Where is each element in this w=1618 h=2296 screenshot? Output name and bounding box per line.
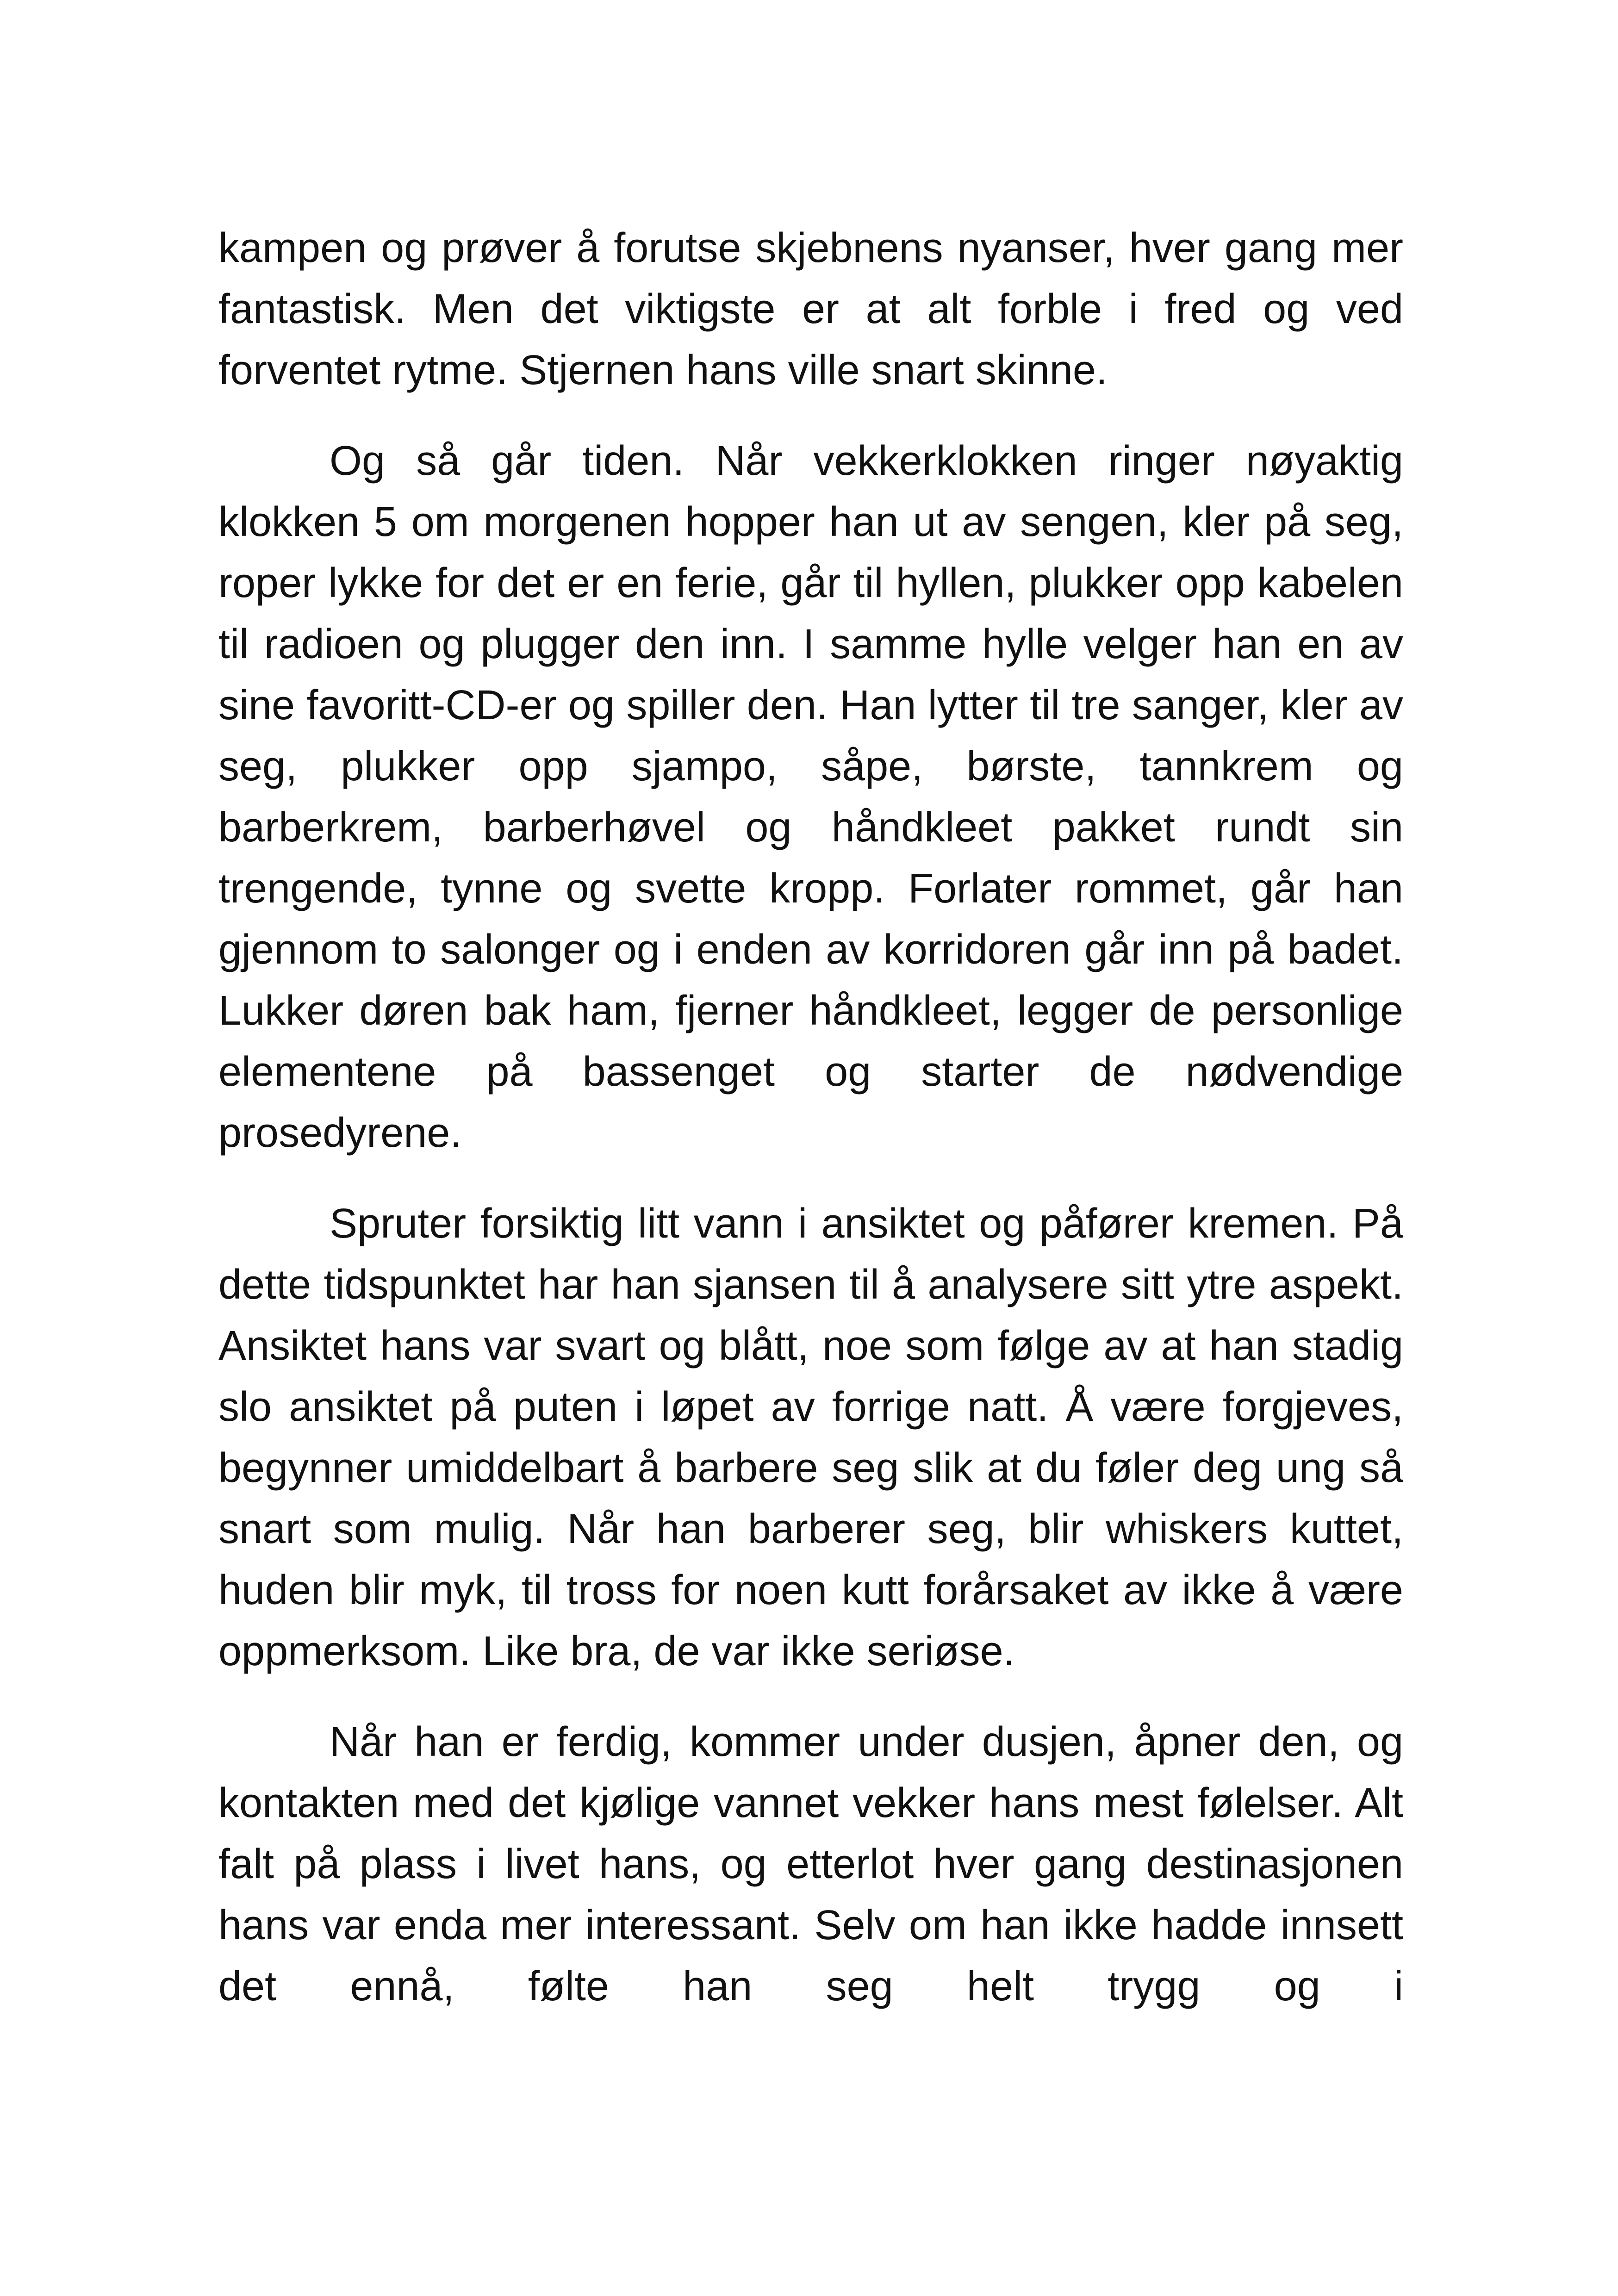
document-page	[218, 218, 1403, 2017]
paragraph-3: Spruter forsiktig litt vann i ansiktet og påfører kremen. På dette tidspunktet har han sjansen til å analysere sitt ytre aspekt. Ansiktet hans var svart og blått, noe som følge av at han stadig slo ansiktet på puten i løpet av forrige natt. Å være forgjeves, begynner umiddelbart å barbere seg slik at du føler deg ung så snart som mulig. Når han barberer seg, blir whiskers kuttet, huden blir myk, til tross for noen kutt forårsaket av ikke å være oppmerksom. Like bra, de var ikke seriøse.	[218, 1201, 1403, 1674]
paragraph-2: Og så går tiden. Når vekkerklokken ringer nøyaktig klokken 5 om morgenen hopper han ut av sengen, kler på seg, roper lykke for det er en ferie, går til hyllen, plukker opp kabelen til radioen og plugger den inn. I samme hylle velger han en av sine favoritt-CD-er og spiller den. Han lytter til tre sanger, kler av seg, plukker opp sjampo, såpe, børste, tannkrem og barberkrem, barberhøvel og håndkleet pakket rundt sin trengende, tynne og svette kropp. Forlater rommet, går han gjennom to salonger og i enden av korridoren går inn på badet. Lukker døren bak ham, fjerner håndkleet, legger de personlige elementene på bassenget og starter de nødvendige prosedyrene.	[218, 438, 1403, 1156]
paragraph-4: Når han er ferdig, kommer under dusjen, åpner den, og kontakten med det kjølige vannet vekker hans mest følelser. Alt falt på plass i livet hans, og etterlot hver gang destinasjonen hans var enda mer interessant. Selv om han ikke hadde innsett det ennå, følte han seg helt trygg og i	[218, 1719, 1403, 2010]
paragraph-1: kampen og prøver å forutse skjebnens nyanser, hver gang mer fantastisk. Men det viktigste er at alt forble i fred og ved forventet rytme. Stjernen hans ville snart skinne.	[218, 225, 1403, 393]
